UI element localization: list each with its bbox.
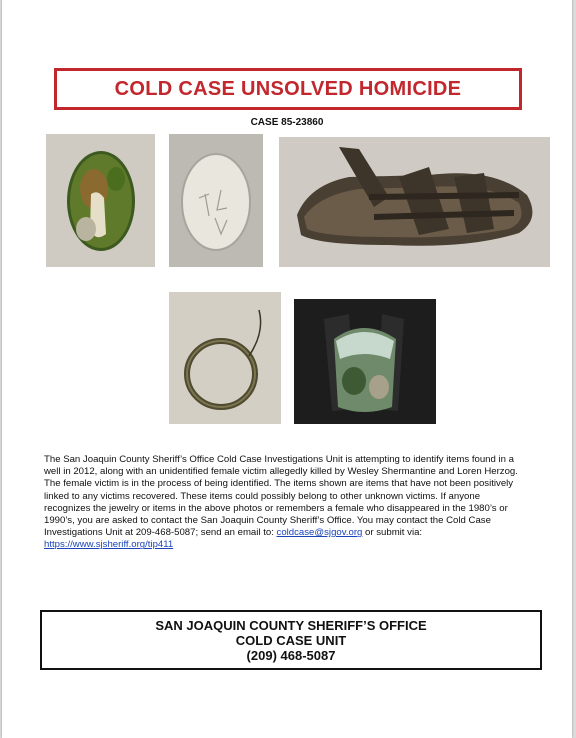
photo-green-pendant: [46, 134, 155, 267]
photo-metal-ring: [169, 292, 281, 424]
document-page: [2, 0, 572, 738]
page-title: COLD CASE UNSOLVED HOMICIDE: [114, 77, 462, 100]
photo-stone-ring: [294, 299, 436, 424]
tip-submission-link[interactable]: https://www.sjsheriff.org/tip411: [44, 539, 174, 551]
contact-box: [40, 610, 542, 670]
photo-white-stone: [169, 134, 263, 267]
case-number: CASE 85-23860: [250, 117, 324, 128]
contact-unit: COLD CASE UNIT: [235, 632, 347, 648]
photo-sandal: [279, 137, 550, 267]
contact-phone: (209) 468-5087: [246, 647, 336, 663]
description-text: The San Joaquin County Sheriff’s Office Cold Case Investigations Unit is attempting to identify items found in a well in 2012, along with an unidentified female victim allegedly killed by Wesley Shermantine and Loren Herzog. The female victim is in the process of being identified. The items shown are items that have not been positively linked to any victims recovered. These items could possibly belong to other unknown victims. If anyone recognizes the jewelry or items in the above photos or remembers a female who disappeared in the 1980’s or 1990’s, you are asked to contact the San Joaquin County Sheriff’s Office. You may contact the Cold Case Investigations Unit at 209-468-5087; send an email to:: [44, 454, 518, 539]
title-banner: [54, 68, 522, 110]
contact-agency: SAN JOAQUIN COUNTY SHERIFF’S OFFICE: [155, 617, 427, 633]
description-paragraph: [44, 454, 522, 552]
description-connector: or submit via:: [362, 527, 423, 539]
email-link[interactable]: coldcase@sjgov.org: [276, 527, 363, 539]
